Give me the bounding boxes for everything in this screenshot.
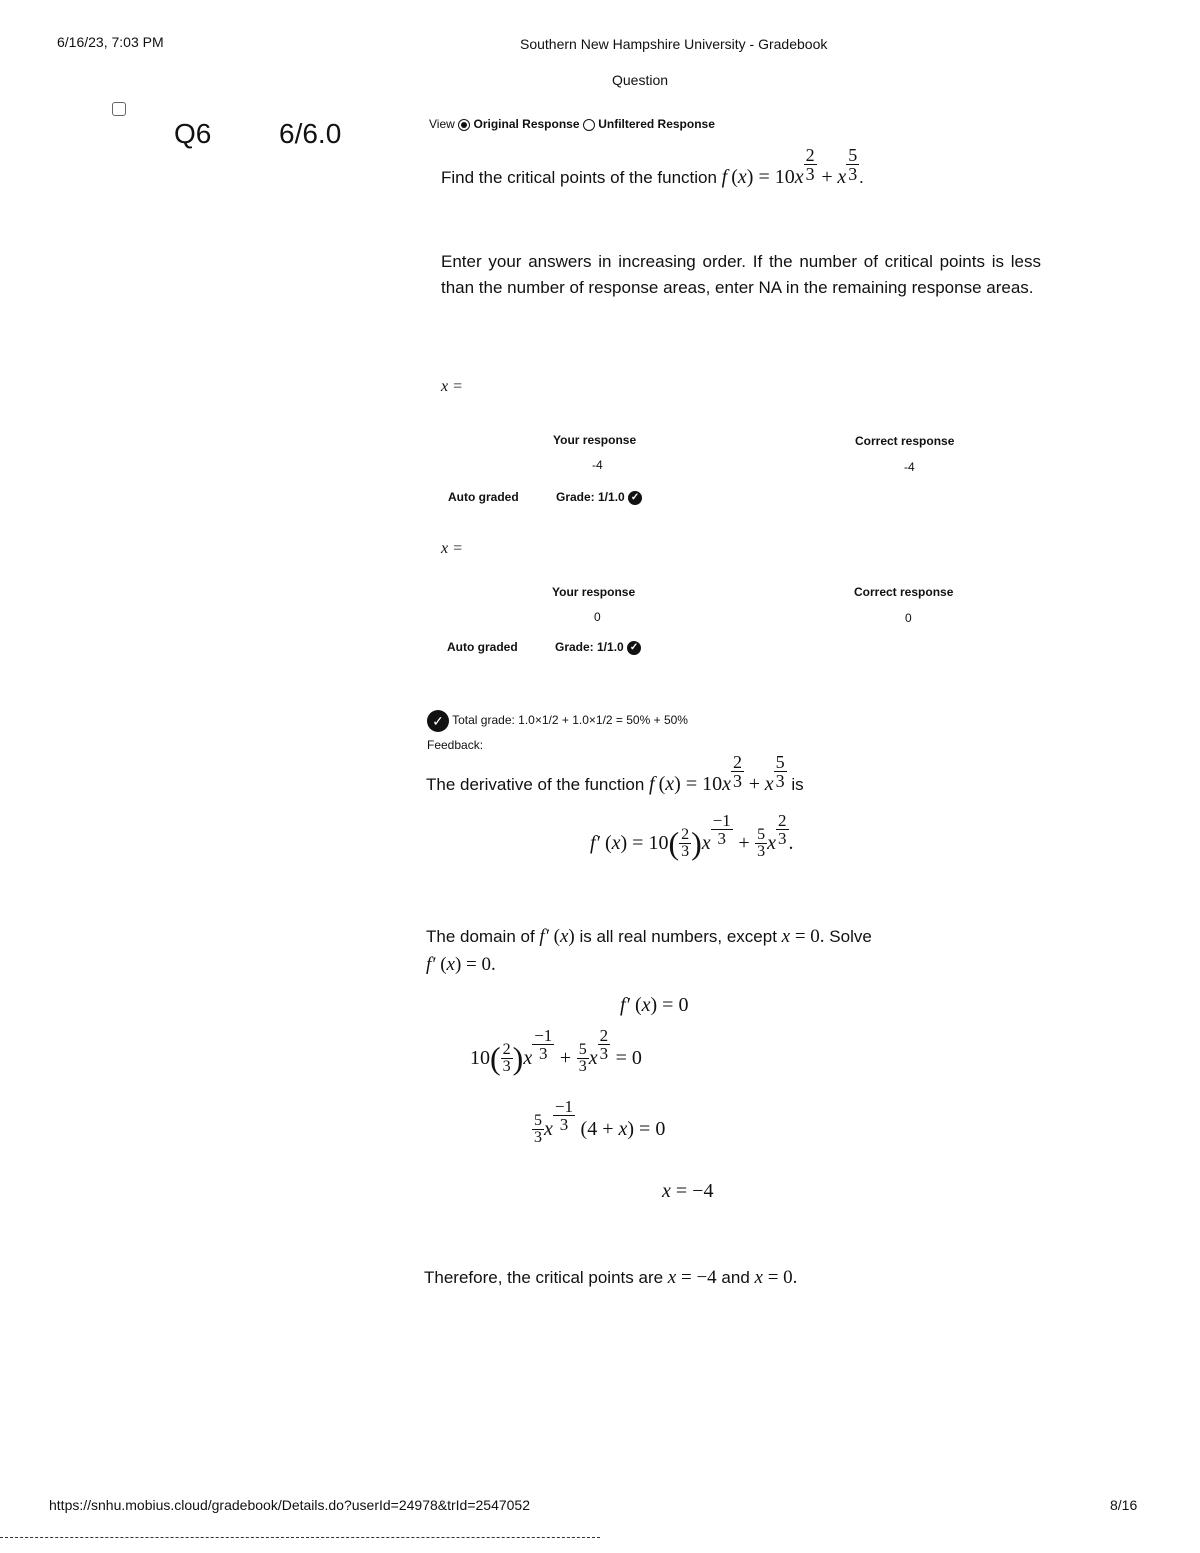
instructions: Enter your answers in increasing order. If the number of critical points is less than the number of response areas, enter NA in the remaining response areas. [441,252,1041,297]
response-1-grade [556,490,642,505]
response-2-your-header: Your response [552,585,636,599]
response-1-grade-text: Grade: 1/1.0 [556,490,625,504]
prompt-prefix: Find the critical points of the function [441,167,717,187]
bookmark-icon[interactable] [112,102,126,116]
is-word: is [791,774,804,794]
domain-paragraph: The domain of f′ (x) is all real numbers, except x = 0. Solve f′ (x) = 0. [426,926,872,975]
response-1-var: x = [441,378,463,395]
response-1-correct-value: -4 [904,460,915,474]
response-2-grade [555,640,641,655]
response-2-var: x = [441,540,463,557]
conclusion-and: and [721,1268,750,1287]
solve-step-2: 10( $\frac{2}{3}$ )x $\frac{-1}{3}$ + $\frac{5}{3}$ x $\frac{2}{3}$ = 0 [470,1026,642,1076]
conclusion-prefix: Therefore, the critical points are [424,1268,664,1287]
check-circle-icon: ✓ [427,710,449,732]
response-1-graded-label: Auto graded [448,490,519,504]
solve-step-1: f′ (x) = 0 [620,994,689,1016]
footer-page-number: 8/16 [1110,1497,1138,1513]
site-title: Southern New Hampshire University - Gradebook [520,36,828,52]
footer-divider [0,1537,600,1538]
footer-url[interactable]: https://snhu.mobius.cloud/gradebook/Details.do?userId=24978&trId=2547052 [49,1497,531,1513]
original-response-label: Original Response [473,117,580,131]
check-circle-icon: ✓ [627,641,641,655]
section-label: Question [612,72,669,88]
view-label: View [429,117,455,131]
unfiltered-response-radio[interactable] [583,119,595,131]
domain-text-c: Solve [829,927,872,946]
feedback-label: Feedback: [427,738,484,752]
original-response-radio[interactable] [458,119,470,131]
response-2-your-value: 0 [594,610,601,624]
unfiltered-response-label: Unfiltered Response [598,117,715,131]
derivative-intro-text: The derivative of the function [426,774,645,794]
response-2-correct-value: 0 [905,611,912,625]
view-options [429,117,715,131]
check-circle-icon: ✓ [628,491,642,505]
domain-text-a: The domain of [426,927,535,946]
total-grade [427,710,688,732]
question-number: Q6 [174,118,212,149]
conclusion: Therefore, the critical points are x = −4 and x = 0. [424,1267,798,1288]
derivative-equation: f′ (x) = 10( $\frac{2}{3}$ )x $\frac{-1}{3}$ + $\frac{5}{3}$ x $\frac{2}{3}$ . [590,811,794,861]
domain-text-b: is all real numbers, except [579,927,777,946]
solve-step-4: x = −4 [662,1180,714,1202]
feedback-derivative-intro: The derivative of the function f (x) = 10x $\frac{2}{3}$ + x $\frac{5}{3}$ is [426,751,804,795]
question-score: 6/6.0 [279,118,342,149]
response-2-correct-header: Correct response [854,585,954,599]
response-2-graded-label: Auto graded [447,640,518,654]
total-grade-text: Total grade: 1.0×1/2 + 1.0×1/2 = 50% + 50% [452,713,688,728]
prompt-function: f [721,165,732,188]
response-2-grade-text: Grade: 1/1.0 [555,640,624,654]
solve-step-3: $\frac{5}{3}$ x $\frac{-1}{3}$ (4 + x) = 0 [534,1097,666,1146]
print-datetime: 6/16/23, 7:03 PM [57,34,164,50]
response-1-your-header: Your response [553,433,637,447]
response-1-your-value: -4 [592,458,603,472]
response-1-correct-header: Correct response [855,434,955,448]
question-prompt: Find the critical points of the function f (x) = 10x $\frac{2}{3}$ + x $\frac{5}{3}$ . [441,144,864,188]
